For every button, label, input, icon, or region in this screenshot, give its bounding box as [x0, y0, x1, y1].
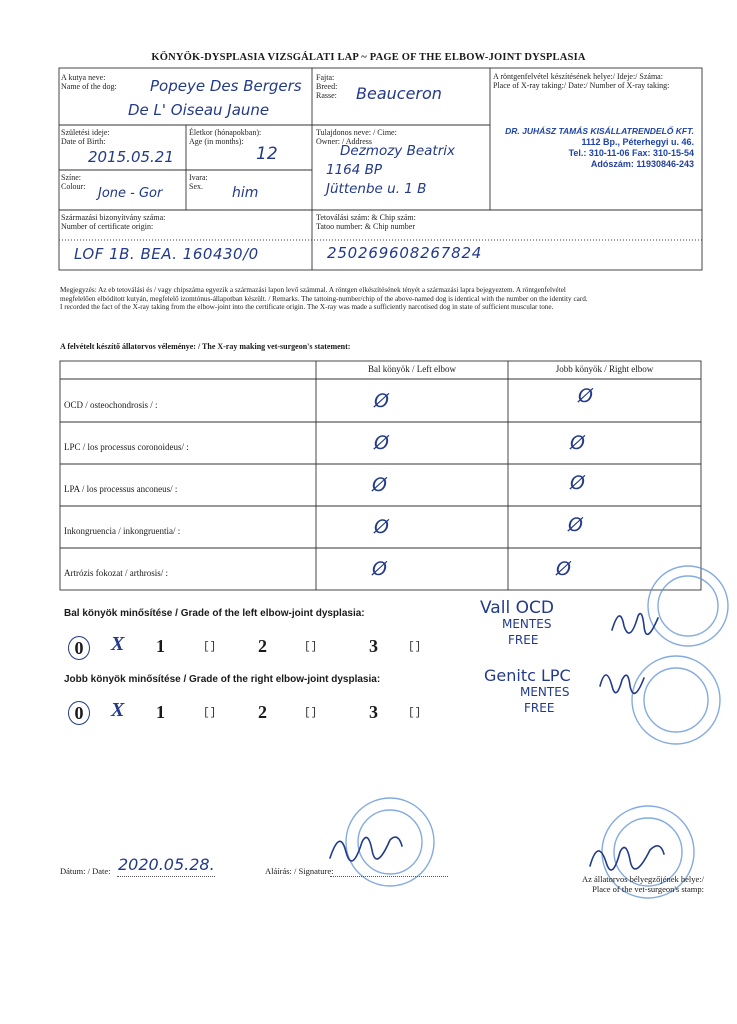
right-grade-0-circled: 0: [68, 701, 90, 725]
colour-value: Jone - Gor: [98, 186, 163, 201]
colour-label: Színe: Colour:: [61, 173, 86, 191]
signature-upper: [612, 614, 658, 635]
chip-value: 250269608267824: [327, 244, 483, 262]
chip-label: Tetoválási szám: & Chip szám: Tatoo number: & Chip number: [316, 213, 416, 231]
clinic-stamp: DR. JUHÁSZ TAMÁS KISÁLLATRENDELŐ KFT. 1112 Bp., Péterhegyi u. 46. Tel.: 310-11-06 Fax: 310-15-54 Adószám: 11930846-243: [505, 126, 694, 169]
breed-label: Fajta: Breed: Rasse:: [316, 73, 338, 100]
right-arthrosis-value: Ø: [556, 558, 571, 580]
row-label-lpc: LPC / los processus coronoideus/ :: [64, 442, 189, 452]
right-incongruence-value: Ø: [568, 514, 583, 536]
certificate-label: Származási bizonyítvány száma: Number of certificate origin:: [61, 213, 166, 231]
left-grade-2: 2: [258, 636, 267, 656]
left-grade-3-box: []: [408, 641, 422, 653]
date-value: 2020.05.28.: [118, 855, 215, 874]
statement-label: A felvételt készítő állatorvos véleménye: / The X-ray making vet-surgeon's statement:: [60, 342, 351, 351]
certificate-value: LOF 1B. BEA. 160430/0: [74, 245, 259, 263]
age-label: Életkor (hónapokban): Age (in months):: [189, 128, 262, 146]
left-ocd-value: Ø: [374, 390, 389, 412]
left-grade-0-circled: 0: [68, 636, 90, 660]
right-grade-title: Jobb könyök minősítése / Grade of the right elbow-joint dysplasia:: [64, 674, 381, 685]
right-grade-2-box: []: [304, 707, 318, 719]
sex-value: him: [232, 185, 259, 201]
left-grade-0-mark: X: [111, 633, 125, 655]
age-value: 12: [256, 144, 278, 164]
left-grade-1-box: []: [203, 641, 217, 653]
right-grade-0-mark: X: [111, 699, 125, 721]
right-grade-annotation: Genitc LPC MENTES FREE: [484, 666, 571, 715]
left-incongruence-value: Ø: [374, 516, 389, 538]
dob-value: 2015.05.21: [88, 148, 174, 166]
header-left-elbow: Bal könyök / Left elbow: [368, 364, 456, 374]
stamp-inner-footer-mid: [358, 810, 422, 874]
right-grade-3: 3: [369, 702, 378, 722]
left-grade-2-box: []: [304, 641, 318, 653]
left-arthrosis-value: Ø: [372, 558, 387, 580]
left-grade-title: Bal könyök minősítése / Grade of the left elbow-joint dysplasia:: [64, 608, 365, 619]
xray-place-label: A röntgenfelvétel készítésének helye:/ Ideje:/ Száma: Place of X-ray taking:/ Date:/ Number of X-ray taking:: [493, 72, 670, 90]
header-right-elbow: Jobb könyök / Right elbow: [555, 364, 654, 374]
left-lpc-value: Ø: [374, 432, 389, 454]
breed-value: Beauceron: [356, 84, 442, 103]
signature-line: [330, 876, 448, 877]
owner-value: Dezmozy Beatrix 1164 BP Jüttenbe u. 1 B: [326, 143, 455, 197]
date-label: Dátum: / Date:: [60, 866, 111, 876]
sex-label: Ivara: Sex.: [189, 173, 208, 191]
left-grade-3: 3: [369, 636, 378, 656]
right-grade-2: 2: [258, 702, 267, 722]
signature-label: Aláírás: / Signature:: [265, 866, 334, 876]
stamp-place-label: Az állatorvos bélyegzőjének helye:/ Place of the vet-surgeon's stamp:: [581, 874, 704, 894]
stamp-circle-upper: [648, 566, 728, 646]
stamp-circle-footer-mid: [346, 798, 434, 886]
dog-name-value: Popeye Des Bergers De L' Oiseau Jaune: [128, 77, 302, 119]
dog-name-label: A kutya neve: Name of the dog:: [61, 73, 117, 91]
row-label-ocd: OCD / osteochondrosis / :: [64, 400, 158, 410]
row-label-lpa: LPA / los processus anconeus/ :: [64, 484, 178, 494]
date-line: [117, 876, 215, 877]
row-label-incongruence: Inkongruencia / inkongruentia/ :: [64, 526, 181, 536]
page-title: KÖNYÖK-DYSPLASIA VIZSGÁLATI LAP ~ PAGE OF THE ELBOW-JOINT DYSPLASIA: [151, 52, 586, 63]
signature-footer: [330, 837, 402, 861]
dob-label: Születési ideje: Date of Birth:: [61, 128, 110, 146]
right-lpc-value: Ø: [570, 432, 585, 454]
left-grade-annotation: Vall OCD MENTES FREE: [480, 598, 554, 647]
left-grade-1: 1: [156, 636, 165, 656]
signature-footer-right: [590, 846, 664, 870]
stamp-inner-lower: [644, 668, 708, 732]
owner-label: Tulajdonos neve: / Cime: Owner: / Address: [316, 128, 397, 146]
right-ocd-value: Ø: [578, 385, 593, 407]
right-grade-3-box: []: [408, 707, 422, 719]
stamp-circle-lower: [632, 656, 720, 744]
row-label-arthrosis: Artrózis fokozat / arthrosis/ :: [64, 568, 168, 578]
right-lpa-value: Ø: [570, 472, 585, 494]
remarks: Megjegyzés: Az eb tetoválási és / vagy chipszáma egyezik a származási lapon levő számmal. A röntgen elkészítésének tényét a származási lapra bejegyeztem. A röntgenfelvétel megfelelően elbódított kutyán, megfelelő izomtónus-állapotban készült. / Remarks. The tattoing-number/chip of the above-named dog is identical with the number on the identity card. I recorded the fact of the X-ray taking from the elbow-joint into the certificate origin. The X-ray was made a sufficiently narcotised dog in state of sufficient muscular tone.: [60, 286, 588, 312]
right-grade-1-box: []: [203, 707, 217, 719]
stamp-inner-upper: [658, 576, 718, 636]
right-grade-1: 1: [156, 702, 165, 722]
left-lpa-value: Ø: [372, 474, 387, 496]
